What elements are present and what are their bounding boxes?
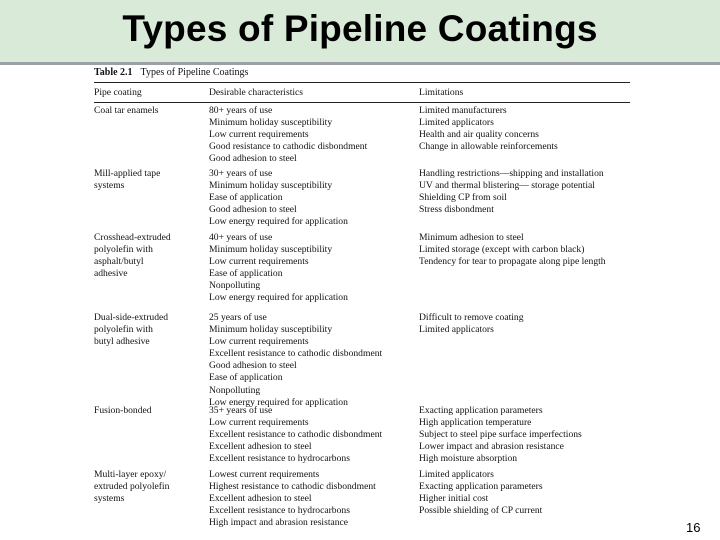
cell-line: Minimum holiday susceptibility [209, 180, 333, 192]
cell-line: Excellent resistance to hydrocarbons [209, 505, 350, 517]
table-caption-text: Types of Pipeline Coatings [140, 67, 249, 78]
limitations-cell [419, 105, 634, 153]
cell-line: Low energy required for application [209, 292, 348, 304]
cell-line: polyolefin with [94, 324, 153, 336]
cell-line: Good adhesion to steel [209, 204, 297, 216]
cell-line: 30+ years of use [209, 168, 273, 179]
cell-line: Dual-side-extruded [94, 312, 169, 323]
cell-line: Lowest current requirements [209, 469, 320, 480]
cell-line: Minimum holiday susceptibility [209, 244, 333, 256]
cell-line: Low energy required for application [209, 216, 348, 228]
header-rule [94, 102, 630, 103]
cell-line: Low energy required for application [209, 396, 348, 408]
cell-line: 35+ years of use [209, 405, 273, 416]
page-number: 16 [686, 520, 701, 535]
cell-line: Excellent adhesion to steel [209, 493, 312, 505]
coating-cell [94, 105, 202, 117]
cell-line: Minimum holiday susceptibility [209, 117, 333, 129]
cell-line: UV and thermal blistering— storage potential [419, 180, 595, 192]
cell-line: Low current requirements [209, 256, 309, 268]
cell-line: Minimum adhesion to steel [419, 232, 524, 243]
cell-line: asphalt/butyl [94, 256, 144, 268]
cell-line: Shielding CP from soil [419, 192, 507, 204]
header-limitations: Limitations [419, 87, 464, 98]
cell-line: Good resistance to cathodic disbondment [209, 141, 368, 153]
coating-cell [94, 405, 202, 417]
cell-line: Change in allowable reinforcements [419, 141, 558, 153]
cell-line: Ease of application [209, 192, 283, 204]
cell-line: Coal tar enamels [94, 105, 159, 116]
characteristics-cell [209, 312, 414, 409]
cell-line: Ease of application [209, 268, 283, 280]
cell-line: Good adhesion to steel [209, 153, 297, 165]
coating-cell [94, 168, 202, 192]
cell-line: 25 years of use [209, 312, 267, 323]
limitations-cell [419, 232, 634, 268]
cell-line: Limited manufacturers [419, 105, 507, 116]
table-number: Table 2.1 [94, 67, 133, 78]
cell-line: Limited applicators [419, 469, 494, 480]
cell-line: 40+ years of use [209, 232, 273, 243]
cell-line: High impact and abrasion resistance [209, 517, 349, 529]
cell-line: polyolefin with [94, 244, 153, 256]
cell-line: Multi-layer epoxy/ [94, 469, 167, 480]
cell-line: Excellent resistance to cathodic disbondment [209, 348, 383, 360]
cell-line: Low current requirements [209, 336, 309, 348]
cell-line: High application temperature [419, 417, 532, 429]
header-pipe-coating: Pipe coating [94, 87, 142, 98]
cell-line: Limited applicators [419, 324, 494, 336]
title-band [0, 0, 720, 62]
limitations-cell [419, 405, 634, 465]
cell-line: Excellent resistance to cathodic disbondment [209, 429, 383, 441]
cell-line: systems [94, 180, 125, 192]
cell-line: Lower impact and abrasion resistance [419, 441, 564, 453]
cell-line: Exacting application parameters [419, 481, 543, 493]
cell-line: Limited storage (except with carbon black) [419, 244, 585, 256]
cell-line: Low current requirements [209, 417, 309, 429]
cell-line: Excellent resistance to hydrocarbons [209, 453, 350, 465]
slide-title: Types of Pipeline Coatings [122, 8, 598, 49]
coating-cell [94, 469, 202, 505]
cell-line: Handling restrictions—shipping and installation [419, 168, 604, 179]
cell-line: Nonpolluting [209, 384, 261, 396]
cell-line: High moisture absorption [419, 453, 518, 465]
cell-line: Fusion-bonded [94, 405, 152, 416]
cell-line: Stress disbondment [419, 204, 494, 216]
coating-cell [94, 312, 202, 348]
characteristics-cell [209, 232, 414, 305]
limitations-cell [419, 469, 634, 517]
header-desirable-characteristics: Desirable characteristics [209, 87, 304, 98]
cell-line: butyl adhesive [94, 336, 150, 348]
cell-line: extruded polyolefin [94, 481, 170, 493]
cell-line: Health and air quality concerns [419, 129, 539, 141]
characteristics-cell [209, 168, 414, 228]
cell-line: Subject to steel pipe surface imperfections [419, 429, 582, 441]
cell-line: Ease of application [209, 372, 283, 384]
cell-line: systems [94, 493, 125, 505]
cell-line: Possible shielding of CP current [419, 505, 543, 517]
characteristics-cell [209, 105, 414, 165]
limitations-cell [419, 312, 634, 336]
cell-line: Crosshead-extruded [94, 232, 171, 243]
table-top-rule [94, 82, 630, 83]
coatings-table [94, 64, 630, 534]
characteristics-cell [209, 469, 414, 529]
limitations-cell [419, 168, 634, 216]
cell-line: Excellent adhesion to steel [209, 441, 312, 453]
cell-line: Highest resistance to cathodic disbondment [209, 481, 376, 493]
cell-line: Difficult to remove coating [419, 312, 524, 323]
cell-line: Minimum holiday susceptibility [209, 324, 333, 336]
table-caption [94, 67, 248, 79]
characteristics-cell [209, 405, 414, 465]
cell-line: adhesive [94, 268, 128, 280]
cell-line: Nonpolluting [209, 280, 261, 292]
cell-line: Limited applicators [419, 117, 494, 129]
cell-line: Low current requirements [209, 129, 309, 141]
cell-line: Good adhesion to steel [209, 360, 297, 372]
cell-line: Mill-applied tape [94, 168, 161, 179]
cell-line: Tendency for tear to propagate along pipe length [419, 256, 606, 268]
cell-line: Exacting application parameters [419, 405, 543, 416]
cell-line: 80+ years of use [209, 105, 273, 116]
coating-cell [94, 232, 202, 280]
cell-line: Higher initial cost [419, 493, 489, 505]
